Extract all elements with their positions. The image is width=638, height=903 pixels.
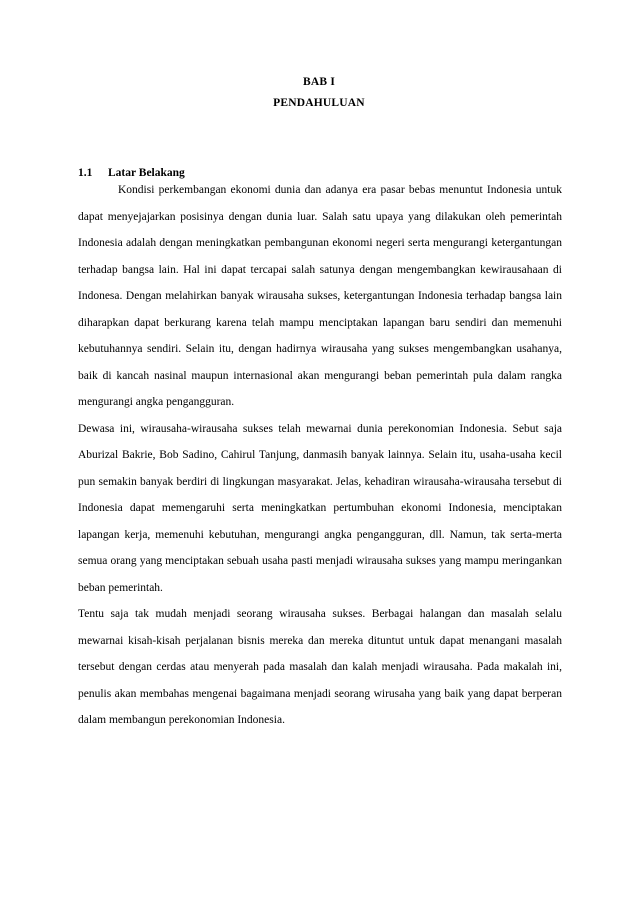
section-title: Latar Belakang bbox=[108, 167, 185, 179]
paragraph: Tentu saja tak mudah menjadi seorang wirausaha sukses. Berbagai halangan dan masalah selalu mewarnai kisah-kisah perjalanan bisnis mereka dan mereka dituntut untuk dapat menangani masalah tersebut dengan cerdas atau menyerah pada masalah dan kalah menjadi wirausaha. Pada makalah ini, penulis akan membahas mengenai bagaimana menjadi seorang wirusaha yang baik yang dapat berperan dalam membangun perekonomian Indonesia. bbox=[78, 608, 562, 726]
paragraph: Dewasa ini, wirausaha-wirausaha sukses telah mewarnai dunia perekonomian Indonesia. Sebut saja Aburizal Bakrie, Bob Sadino, Cahirul Tanjung, danmasih banyak lainnya. Selain itu, usaha-usaha kecil pun semakin banyak berdiri di lingkungan masyarakat. Jelas, kehadiran wirausaha-wirausaha tersebut di Indonesia dapat memengaruhi serta meningkatkan pertumbuhan ekonomi Indonesia, menciptakan lapangan kerja, memenuhi kebutuhan, mengurangi angka pengangguran, dll. Namun, tak serta-merta semua orang yang menciptakan sebuah usaha pasti menjadi wirausaha sukses yang mampu meringankan beban pemerintah. bbox=[78, 422, 562, 594]
chapter-title: PENDAHULUAN bbox=[273, 97, 365, 109]
chapter-number: BAB I bbox=[303, 76, 335, 88]
body-text bbox=[78, 177, 562, 734]
paragraph: Kondisi perkembangan ekonomi dunia dan adanya era pasar bebas menuntut Indonesia untuk dapat menyejajarkan posisinya dengan dunia luar. Salah satu upaya yang dilakukan oleh pemerintah Indonesia adalah dengan meningkatkan pembangunan ekonomi negeri serta mengurangi ketergantungan terhadap bangsa lain. Hal ini dapat tercapai salah satunya dengan mengembangkan kewirausahaan di Indonesa. Dengan melahirkan banyak wirausaha sukses, ketergantungan Indonesia terhadap bangsa lain diharapkan dapat berkurang karena telah mampu menciptakan lapangan baru sendiri dan memenuhi kebutuhannya sendiri. Selain itu, dengan hadirnya wirausaha yang sukses mengembangkan usahanya, baik di kancah nasinal maupun internasional akan mengurangi beban pemerintah pula dalam rangka mengurangi angka pengangguran. bbox=[78, 184, 562, 408]
section-number: 1.1 bbox=[78, 167, 93, 179]
